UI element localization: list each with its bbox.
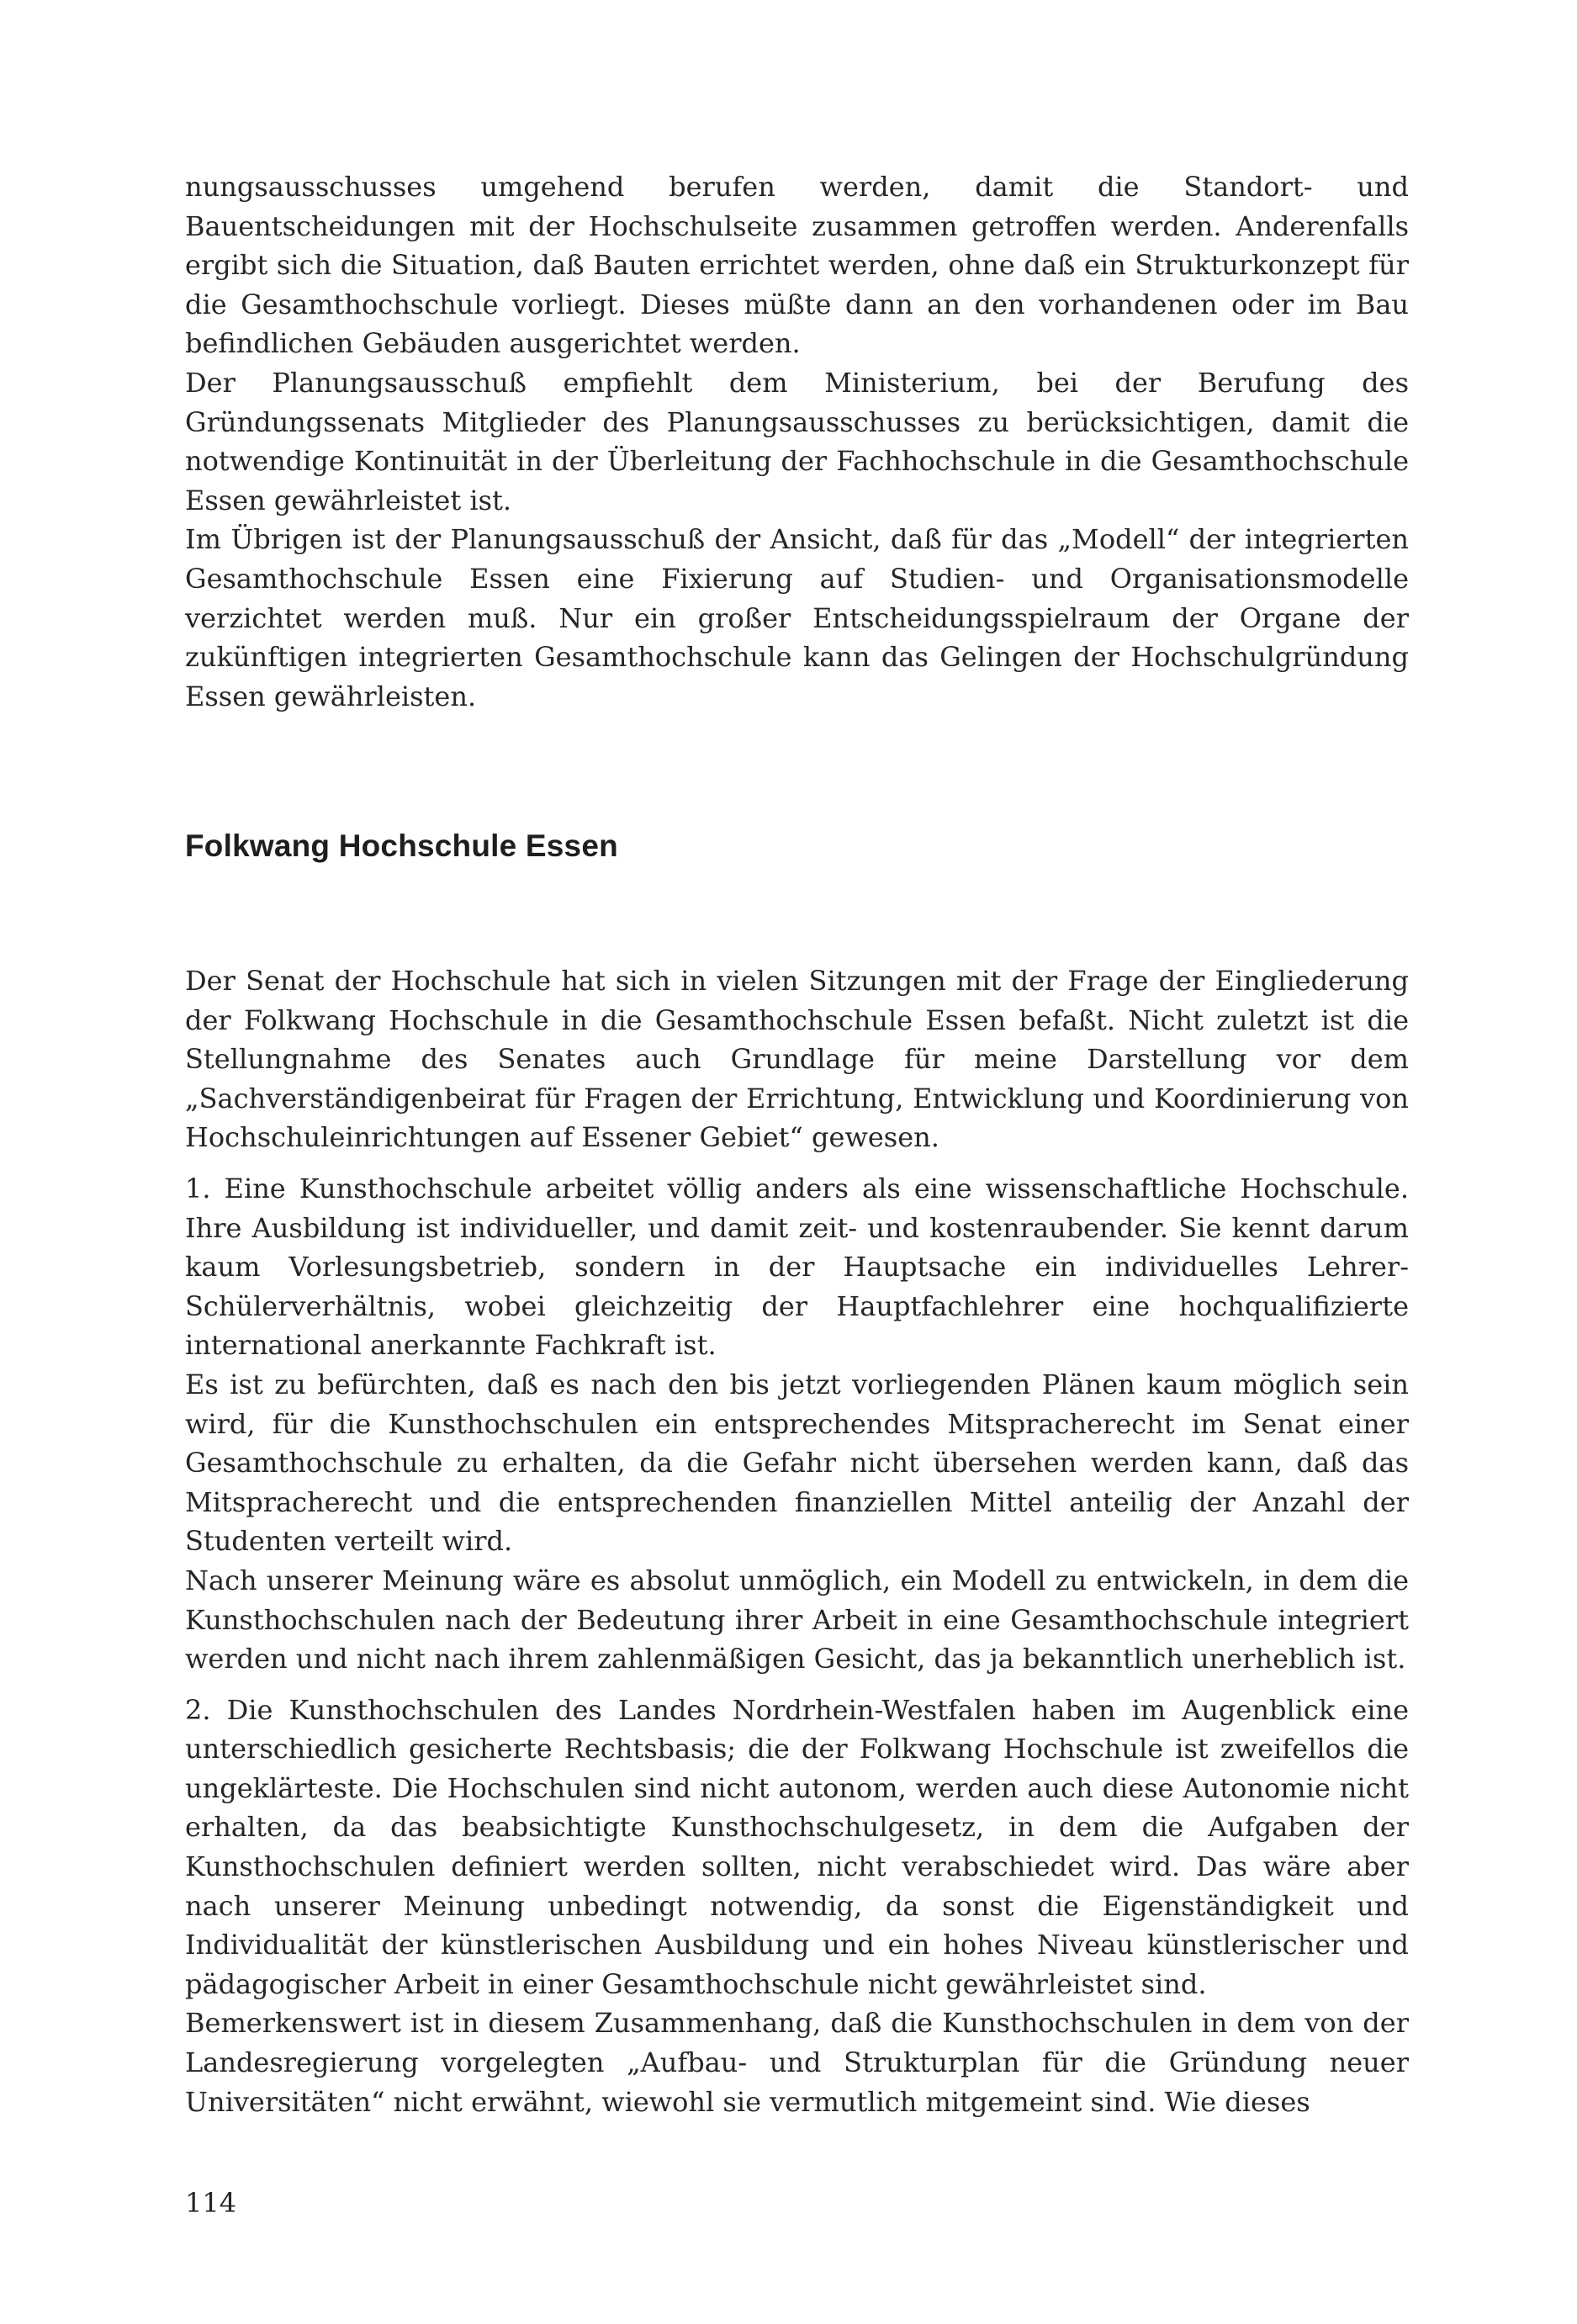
paragraph: nungsausschusses umgehend berufen werden, damit die Standort- und Bauentscheidungen mit der Hochschulseite zusammen getroffen werden. Anderenfalls ergibt sich die Situation, daß Bauten errichtet werden, ohne daß ein Strukturkonzept für die Gesamthochschule vorliegt. Dieses müßte dann an den vorhandenen oder im Bau befindlichen Gebäuden ausgerichtet werden. [185,171,1409,360]
paragraph: Nach unserer Meinung wäre es absolut unmöglich, ein Modell zu entwickeln, in dem die Kunsthochschulen nach der Bedeutung ihrer Arbeit in eine Gesamthochschule integriert werden und nicht nach ihrem zahlenmäßigen Gesicht, das ja bekanntlich unerheblich ist. [185,1564,1409,1676]
paragraph: 1. Eine Kunsthochschule arbeitet völlig anders als eine wissenschaftliche Hochschule. Ihre Ausbildung ist individueller, und damit zeit- und kostenraubender. Sie kennt darum kaum Vorlesungsbetrieb, sondern in der Hauptsache ein individuelles Lehrer-Schülerverhältnis, wobei gleichzeitig der Hauptfachlehrer eine hochqualifizierte international anerkannte Fachkraft ist. [185,1172,1409,1362]
paragraph: Bemerkenswert ist in diesem Zusammenhang, daß die Kunsthochschulen in dem von der Landesregierung vorgelegten „Aufbau- und Strukturplan für die Gründung neuer Universitäten“ nicht erwähnt, wiewohl sie vermutlich mitgemeint sind. Wie dieses [185,2007,1409,2118]
section-text-block [185,961,1409,2121]
paragraph: Es ist zu befürchten, daß es nach den bis jetzt vorliegenden Plänen kaum möglich sein wird, für die Kunsthochschulen ein entsprechendes Mitspracherecht im Senat einer Gesamthochschule zu erhalten, da die Gefahr nicht übersehen werden kann, daß das Mitspracherecht und die entsprechenden finanziellen Mittel anteilig der Anzahl der Studenten verteilt wird. [185,1368,1409,1558]
paragraph: Der Senat der Hochschule hat sich in vielen Sitzungen mit der Frage der Eingliederung der Folkwang Hochschule in die Gesamthochschule Essen befaßt. Nicht zuletzt ist die Stellungnahme des Senates auch Grundlage für meine Darstellung vor dem „Sachverständigenbeirat für Fragen der Errichtung, Entwicklung und Koordinierung von Hochschuleinrichtungen auf Essener Gebiet“ gewesen. [185,965,1409,1154]
page-number: 114 [185,2187,237,2219]
paragraph: 2. Die Kunsthochschulen des Landes Nordrhein-Westfalen haben im Augenblick eine unterschiedlich gesicherte Rechtsbasis; die der Folkwang Hochschule ist zweifellos die ungeklärteste. Die Hochschulen sind nicht autonom, werden auch diese Autonomie nicht erhalten, da das beabsichtigte Kunsthochschulgesetz, in dem die Aufgaben der Kunsthochschulen definiert werden sollten, nicht verabschiedet wird. Das wäre aber nach unserer Meinung unbedingt notwendig, da sonst die Eigenständigkeit und Individualität der künstlerischen Ausbildung und ein hohes Niveau künstlerischer und pädagogischer Arbeit in einer Gesamthochschule nicht gewährleistet sind. [185,1693,1409,2000]
section-heading: Folkwang Hochschule Essen [185,828,618,863]
paragraph: Der Planungsausschuß empfiehlt dem Ministerium, bei der Berufung des Gründungssenats Mitglieder des Planungsausschusses zu berücksichtigen, damit die notwendige Kontinuität in der Überleitung der Fachhochschule in die Gesamthochschule Essen gewährleistet ist. [185,366,1409,516]
paragraph: Im Übrigen ist der Planungsausschuß der Ansicht, daß für das „Modell“ der integrierten Gesamthochschule Essen eine Fixierung auf Studien- und Organisationsmodelle verzichtet werden muß. Nur ein großer Entscheidungsspielraum der Organe der zukünftigen integrierten Gesamthochschule kann das Gelingen der Hochschulgründung Essen gewährleisten. [185,523,1409,712]
intro-text-block [185,167,1409,716]
